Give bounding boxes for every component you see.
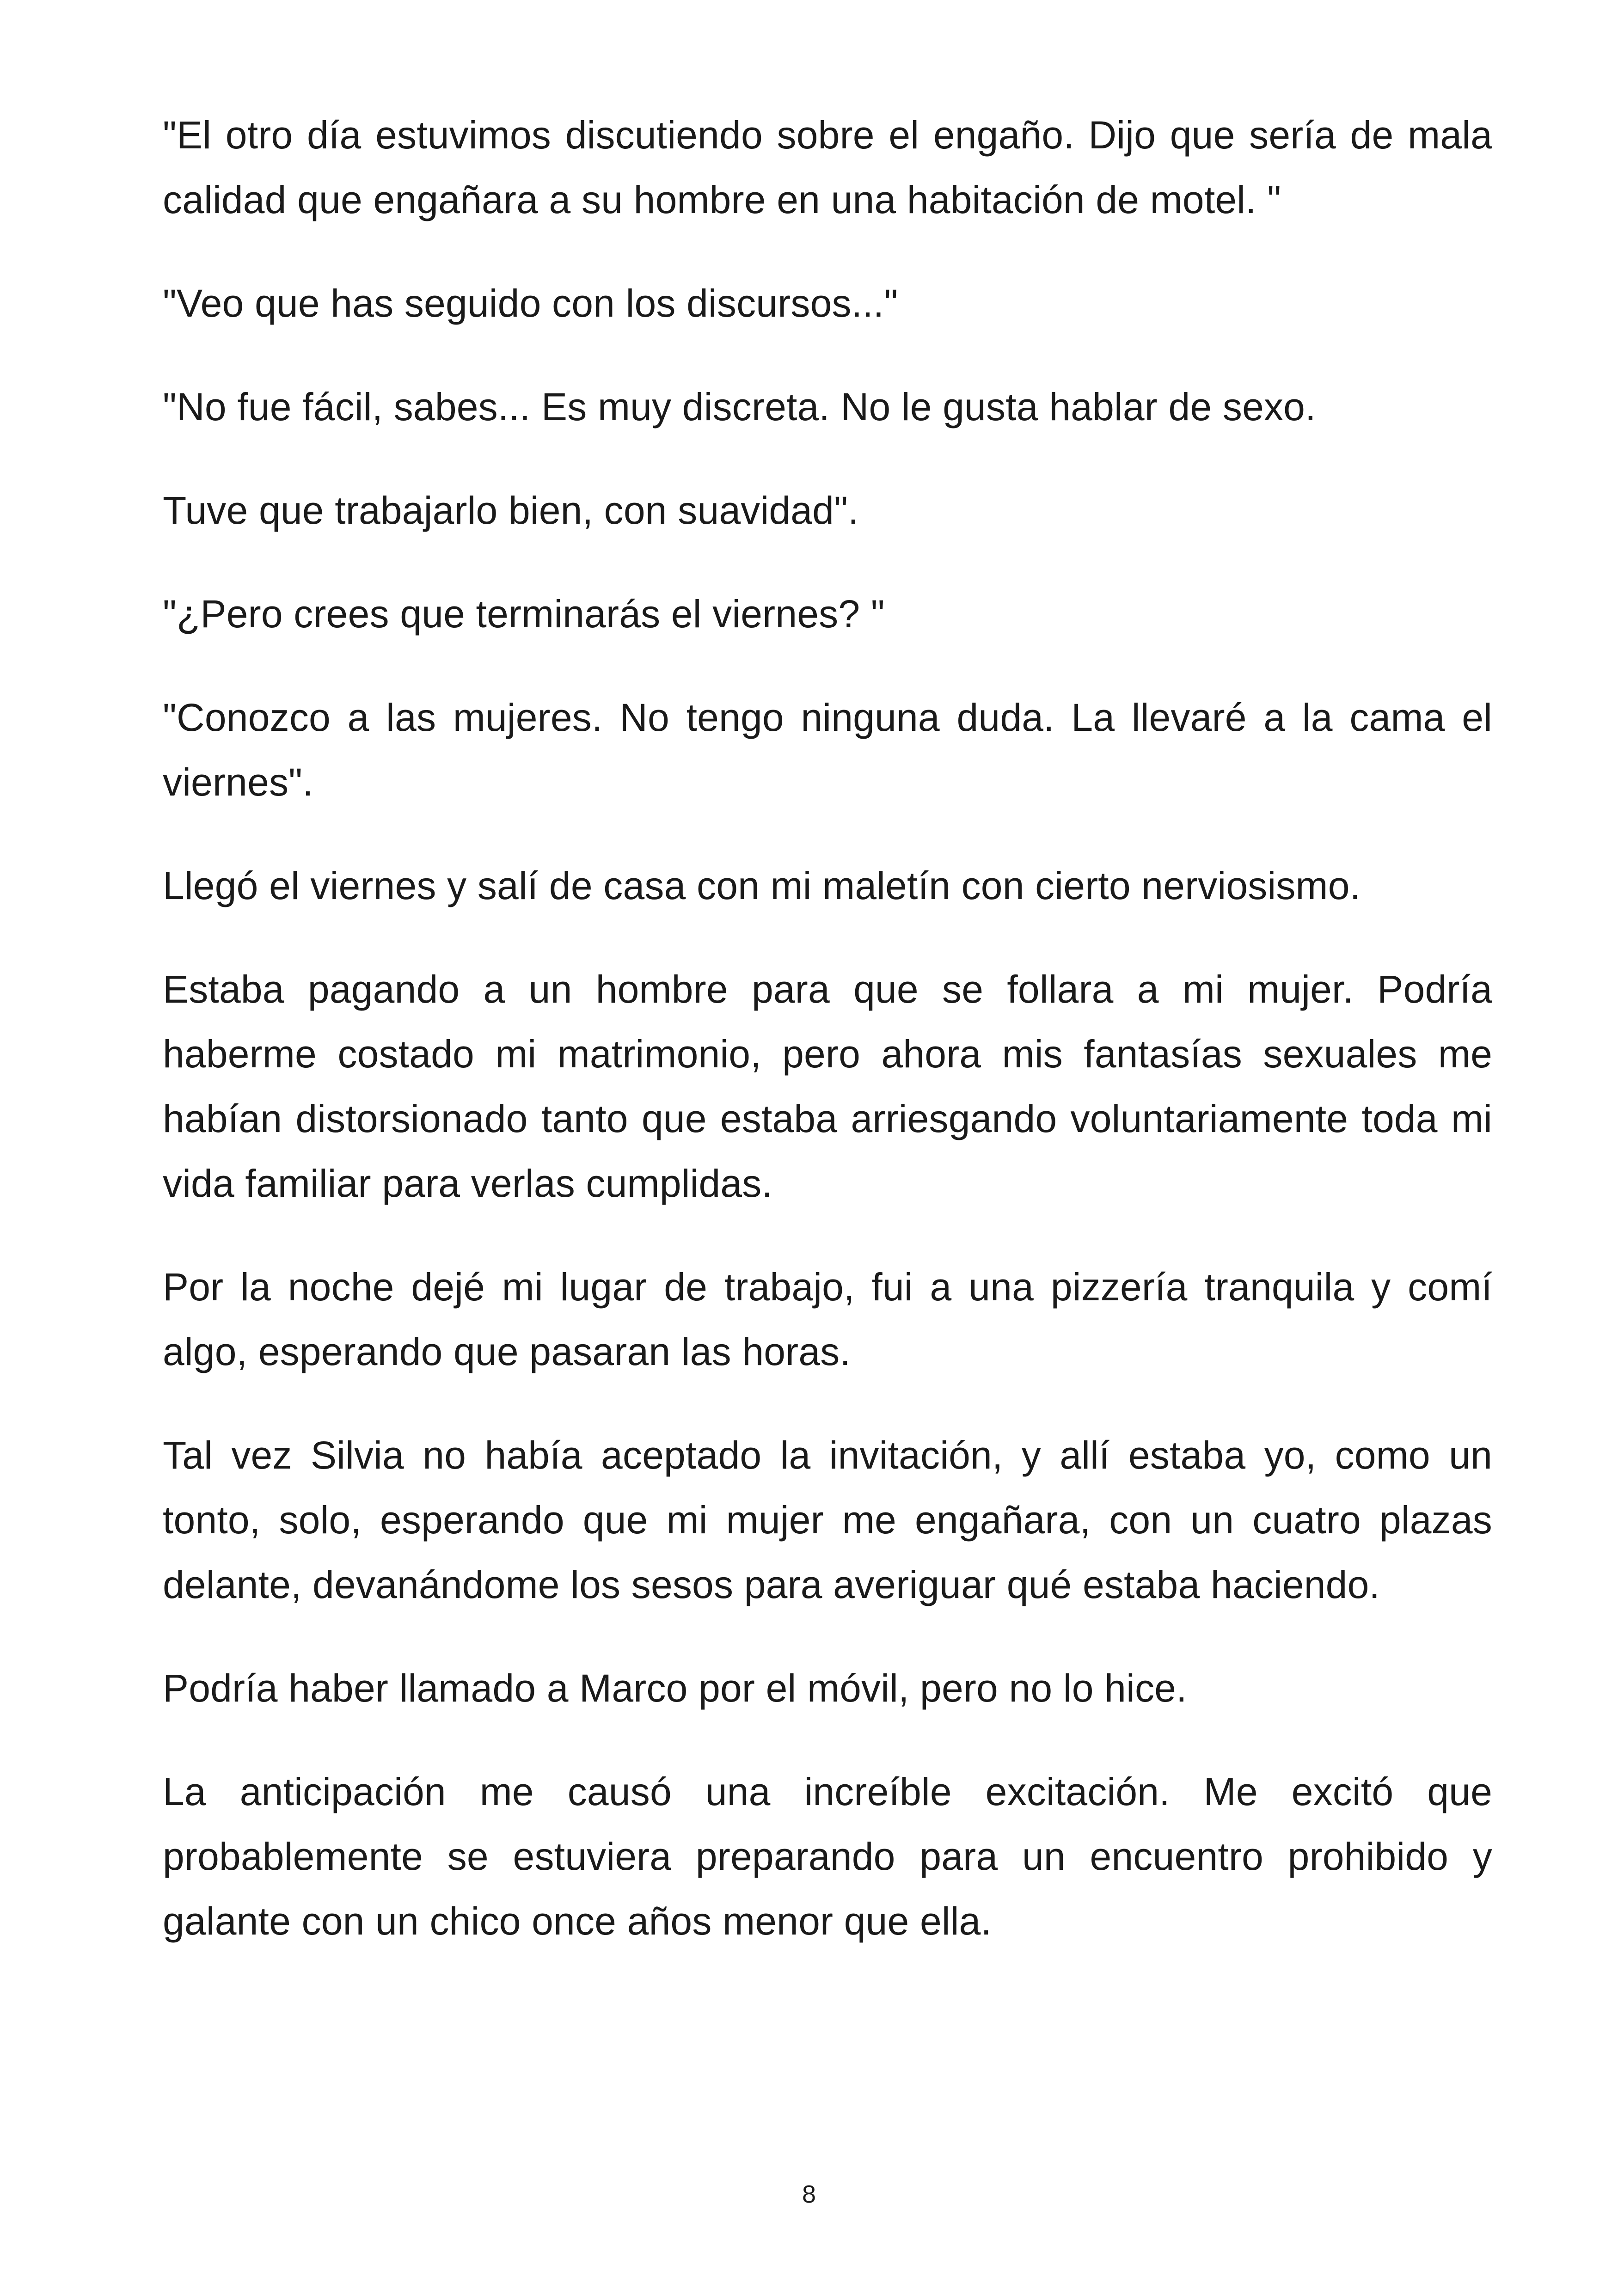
- paragraph: La anticipación me causó una increíble excitación. Me excitó que probablemente se estuviera preparando para un encuentro prohibido y galante con un chico once años menor que ella.: [163, 1770, 1492, 1943]
- paragraph: Estaba pagando a un hombre para que se follara a mi mujer. Podría haberme costado mi matrimonio, pero ahora mis fantasías sexuales me habían distorsionado tanto que estaba arriesgando voluntariamente toda mi vida familiar para verlas cumplidas.: [163, 967, 1492, 1205]
- paragraph: "¿Pero crees que terminarás el viernes? ": [163, 592, 885, 636]
- paragraph: Podría haber llamado a Marco por el móvil, pero no lo hice.: [163, 1666, 1187, 1710]
- paragraph: "Conozco a las mujeres. No tengo ninguna duda. La llevaré a la cama el viernes".: [163, 696, 1492, 804]
- paragraph: Tuve que trabajarlo bien, con suavidad".: [163, 489, 859, 532]
- paragraph: Por la noche dejé mi lugar de trabajo, fui a una pizzería tranquila y comí algo, esperando que pasaran las horas.: [163, 1265, 1492, 1373]
- paragraph: Llegó el viernes y salí de casa con mi maletín con cierto nerviosismo.: [163, 864, 1361, 907]
- paragraph: "Veo que has seguido con los discursos...": [163, 282, 898, 325]
- body-text: [163, 103, 1492, 1992]
- paragraph: "El otro día estuvimos discutiendo sobre el engaño. Dijo que sería de mala calidad que engañara a su hombre en una habitación de motel. ": [163, 113, 1492, 221]
- paragraph: "No fue fácil, sabes... Es muy discreta. No le gusta hablar de sexo.: [163, 385, 1316, 429]
- paragraph: Tal vez Silvia no había aceptado la invitación, y allí estaba yo, como un tonto, solo, esperando que mi mujer me engañara, con un cuatro plazas delante, devanándome los sesos para averiguar qué estaba haciendo.: [163, 1433, 1492, 1606]
- page-number: 8: [802, 2180, 816, 2208]
